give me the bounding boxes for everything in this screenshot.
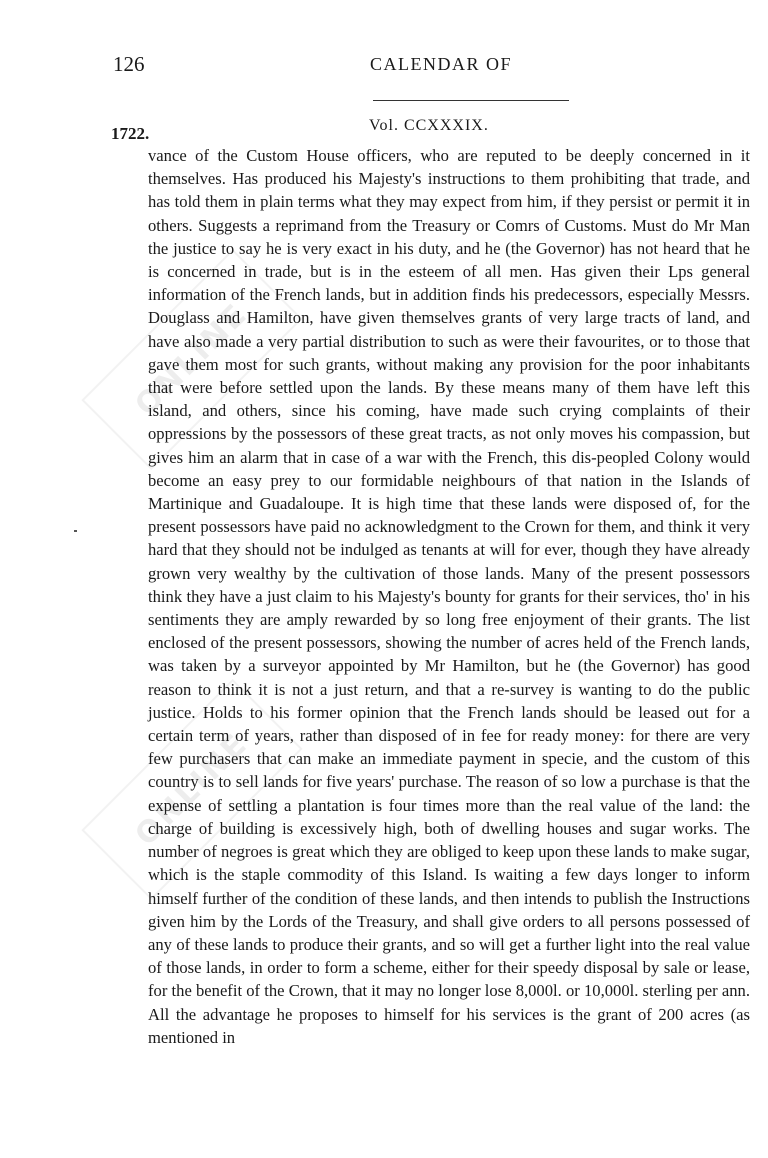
margin-mark xyxy=(74,530,77,532)
running-title: CALENDAR OF xyxy=(370,54,513,74)
watermark-stamp-1: ONLINE xyxy=(81,249,302,470)
body-paragraph: vance of the Custom House officers, who are reputed to be deeply concerned in it themselves. Has produced his Majesty's instructions to them prohibiting that trade, and has told them in plain terms what they may expect from him, if they persist or permit it in others. Suggests a reprimand from the Treasury or Comrs of Customs. Must do Mr Man the justice to say he is very exact in his duty, and he (the Governor) has not heard that he is concerned in trade, but is in the esteem of all men. Has given their Lps general information of the French lands, but in addition finds his predecessors, especially Messrs. Douglass and Hamilton, have given themselves grants of very large tracts of land, and have also made a very partial distribution to such as were their favourites, or to those that gave them most for such grants, without making any provision for the poor inhabitants that were before settled upon the lands. By these means many of them have left this island, and others, since his coming, have made such crying complaints of their oppressions by the possessors of these great tracts, as not only moves his compassion, but gives him an alarm that in case of a war with the French, this dis-peopled Colony would become an easy prey to our formidable neighbours of that nation in the Islands of Martinique and Guadaloupe. It is high time that these lands were disposed of, for the present possessors have paid no acknowledgment to the Crown for them, and think it very hard that they should not be indulged as tenants at will for ever, though they have already grown very wealthy by the cultivation of those lands. Many of the present possessors think they have a just claim to his Majesty's bounty for grants for their services, tho' in his sentiments they are amply rewarded by so long free enjoyment of their grants. The list enclosed of the present possessors, showing the number of acres held of the French lands, was taken by a surveyor appointed by Mr Hamilton, but he (the Governor) has good reason to think it is not a just return, and that a re-survey is wanting to do the public justice. Holds to his former opinion that the French lands should be leased out for a certain term of years, rather than disposed of in fee for ready money: for there are very few purchasers that can make an immediate payment in specie, and the custom of this country is to sell lands for five years' purchase. The reason of so low a purchase is that the expense of settling a plantation is four times more than the real value of the land: the charge of building is excessively high, both of dwelling houses and sugar works. The number of negroes is great which they are obliged to keep upon these lands to make sugar, which is the staple commodity of this Island. Is waiting a few days longer to inform himself further of the condition of these lands, and then intends to publish the Instructions given him by the Lords of the Treasury, and shall give orders to all persons possessed of any of these lands to produce their grants, and so will get a further light into the real value of those lands, in order to form a scheme, either for their speedy disposal by sale or lease, for the benefit of the Crown, that it may no longer lose 8,000l. or 10,000l. sterling per ann. All the advantage he proposes to himself for his services is the grant of 200 acres (as mentioned in xyxy=(148,146,750,1047)
watermark-stamp-2: ONLINE xyxy=(81,679,302,900)
year-marginal: 1722. xyxy=(111,124,150,143)
header-rule xyxy=(373,100,569,101)
page-number: 126 xyxy=(113,52,145,76)
volume-heading: Vol. CCXXXIX. xyxy=(369,117,489,134)
